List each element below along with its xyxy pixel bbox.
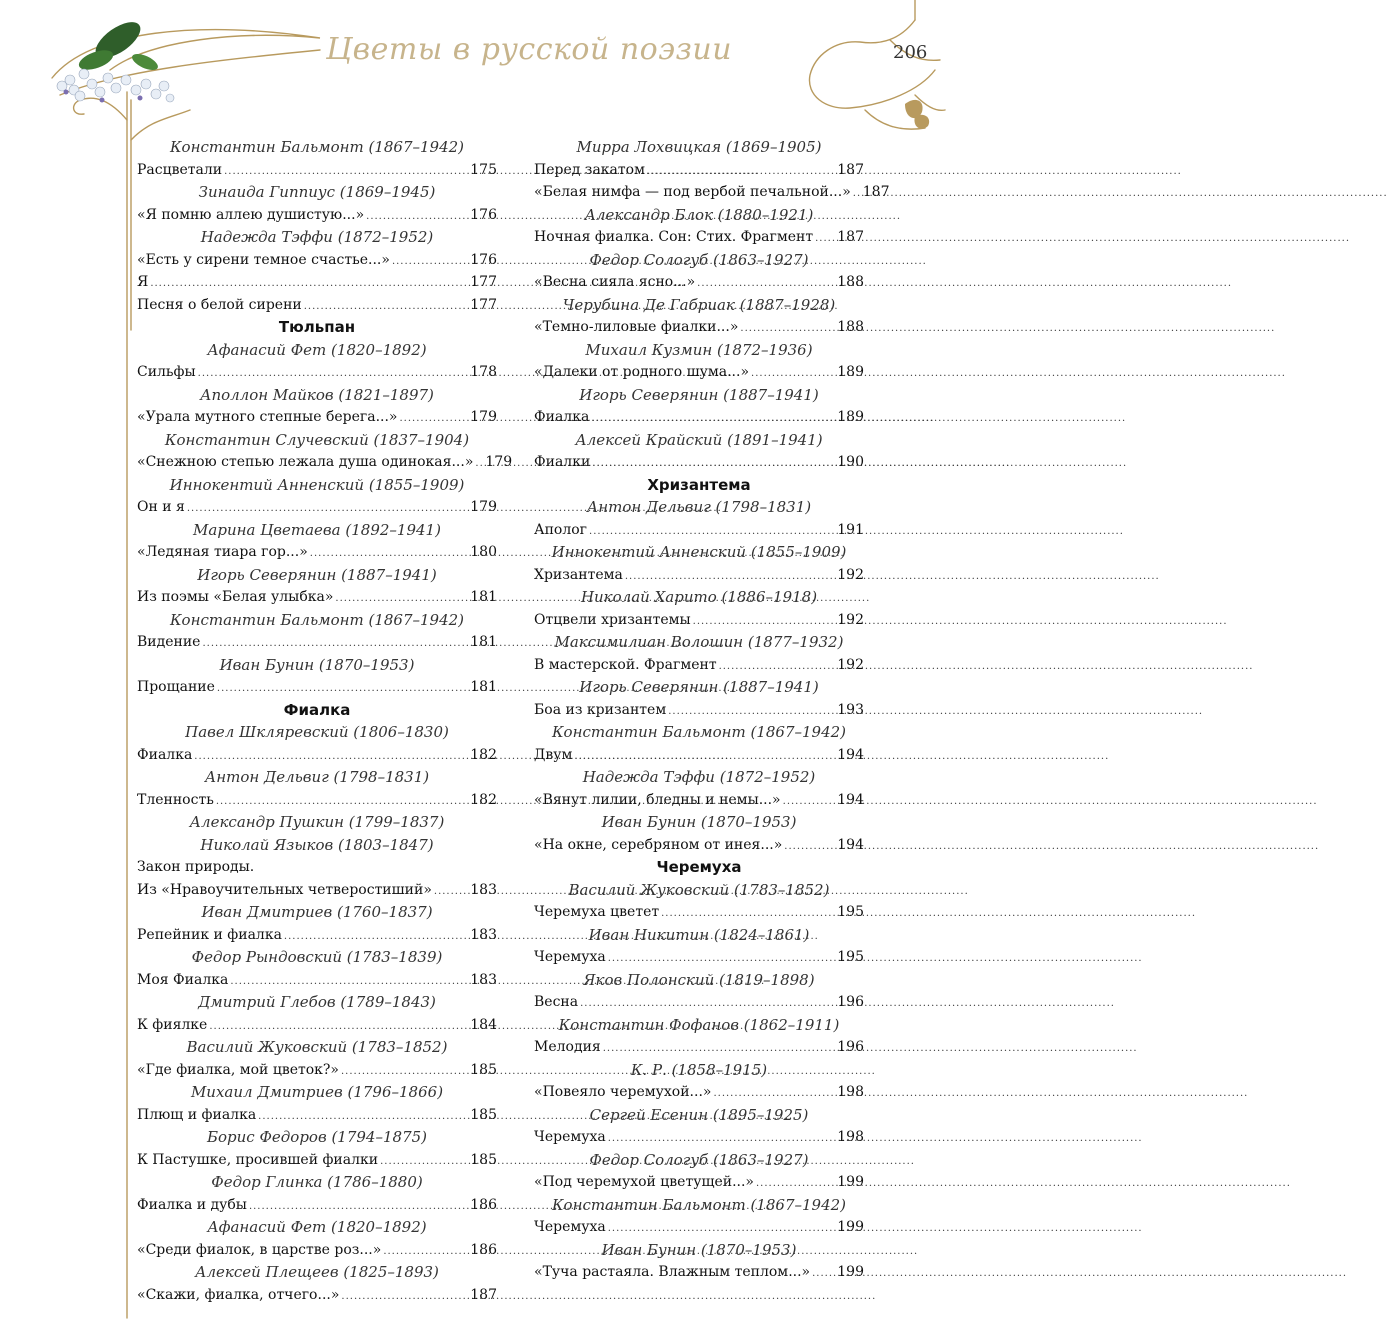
poem-title: «Туча растаяла. Влажным теплом...» (534, 1264, 811, 1280)
toc-entry (137, 1239, 497, 1262)
page-ref: 186 (470, 1241, 497, 1258)
page-ref: 179 (470, 409, 497, 425)
poem-title: «Вянут лилии, бледны и немы...» (534, 791, 781, 808)
toc-entry (137, 924, 497, 947)
dot-leader (284, 926, 468, 949)
page-ref: 199 (837, 1219, 864, 1235)
author-heading: Василий Жуковский (1783–1852) (568, 880, 830, 899)
dot-leader (209, 1016, 468, 1039)
toc-entry (534, 361, 864, 384)
poem-title: Двум (534, 746, 573, 763)
section-heading: Черемуха (656, 858, 742, 876)
dot-leader (258, 1106, 468, 1129)
page-ref: 192 (837, 656, 864, 673)
author-heading: Константин Фофанов (1862–1911) (558, 1015, 840, 1034)
page-ref: 181 (470, 589, 497, 605)
poem-title: Фиалка и дубы (137, 1196, 247, 1213)
author-heading: Сергей Есенин (1895–1925) (589, 1105, 809, 1124)
author-heading: Иван Бунин (1870–1953) (601, 813, 797, 831)
author-heading: Иннокентий Анненский (1855–1909) (551, 543, 847, 561)
poem-title: Ночная фиалка. Сон: Стих. Фрагмент (534, 229, 814, 245)
poem-title: Боа из кризантем (534, 701, 667, 718)
poem-title: Перед закатом (534, 161, 645, 178)
poem-title: Сильфы (137, 364, 196, 380)
poem-title: Мелодия (534, 1039, 601, 1055)
dot-leader (740, 318, 835, 341)
author-heading: К. Р. (1858–1915) (630, 1060, 768, 1079)
dot-leader (591, 408, 835, 431)
page-ref: 192 (837, 566, 864, 583)
dot-leader (719, 656, 836, 679)
page-ref: 196 (837, 1039, 864, 1055)
dot-leader (603, 1038, 836, 1061)
author-heading: Константин Бальмонт (1867–1942) (169, 610, 465, 629)
page-ref: 180 (470, 544, 497, 560)
dot-leader (434, 881, 468, 904)
dot-leader (608, 1128, 836, 1151)
author-heading: Алексей Плещеев (1825–1893) (195, 1263, 439, 1281)
author-heading: Иван Никитин (1824–1861) (588, 925, 810, 944)
dot-leader (194, 746, 468, 769)
toc-entry (534, 1261, 864, 1284)
poem-title: Отцвели хризантемы (534, 611, 691, 628)
poem-title: Расцветали (137, 161, 223, 178)
author-heading: Константин Бальмонт (1867–1942) (551, 723, 847, 741)
toc-entry (137, 249, 497, 272)
author-heading: Павел Шкляревский (1806–1830) (185, 723, 449, 741)
toc-entry (137, 496, 497, 519)
dot-leader (661, 903, 835, 926)
poem-title: Плющ и фиалка (137, 1106, 257, 1123)
page-ref: 194 (837, 791, 864, 808)
author-heading: Федор Сологуб (1863–1927) (589, 250, 809, 269)
author-heading: Иван Бунин (1870–1953) (601, 1240, 797, 1259)
toc-entry (137, 856, 497, 879)
page-ref: 182 (470, 791, 497, 808)
page-ref: 183 (470, 971, 497, 988)
toc-entry (137, 676, 497, 699)
toc-entry (137, 451, 513, 474)
page-ref: 189 (837, 409, 864, 425)
toc-entry (534, 834, 864, 857)
dot-leader (380, 1151, 468, 1174)
author-heading: Константин Бальмонт (1867–1942) (551, 1195, 847, 1214)
page-ref: 181 (470, 679, 497, 695)
poem-title: «Среди фиалок, в царстве роз...» (137, 1241, 382, 1258)
author-heading: Дмитрий Глебов (1789–1843) (198, 993, 436, 1011)
poem-title: Песня о белой сирени (137, 296, 302, 313)
dot-leader (475, 453, 483, 476)
toc-entry (137, 1014, 497, 1037)
poem-title: Моя Фиалка (137, 971, 229, 988)
section-heading: Фиалка (283, 700, 351, 719)
page-ref: 184 (470, 1016, 497, 1033)
page-ref: 186 (470, 1196, 497, 1213)
author-heading: Иннокентий Анненский (1855–1909) (169, 475, 465, 494)
toc-entry (137, 789, 497, 812)
poem-title: «Далеки от родного шума...» (534, 364, 750, 380)
page-ref: 179 (470, 499, 497, 515)
toc-entry (534, 519, 864, 542)
page-ref: 185 (470, 1151, 497, 1168)
poem-title: «Ледяная тиара гор...» (137, 544, 308, 560)
poem-title: Фиалки (534, 454, 591, 470)
author-heading: Надежда Тэффи (1872–1952) (200, 228, 434, 246)
page-ref: 191 (837, 521, 864, 538)
poem-title: «Белая нимфа — под вербой печальной...» (534, 184, 851, 200)
page-ref: 187 (837, 229, 864, 245)
dot-leader (400, 408, 469, 431)
toc-column-left (137, 136, 513, 1306)
poem-title: «Есть у сирени темное счастье...» (137, 251, 390, 268)
poem-title: В мастерской. Фрагмент (534, 656, 717, 673)
dot-leader (713, 1083, 835, 1106)
page-ref: 198 (837, 1129, 864, 1145)
toc-entry (534, 699, 864, 722)
poem-title: «Скажи, фиалка, отчего...» (137, 1286, 340, 1303)
dot-leader (589, 521, 835, 544)
poem-title: «На окне, серебряном от инея...» (534, 836, 783, 853)
toc-entry (534, 744, 864, 767)
author-heading: Михаил Кузмин (1872–1936) (585, 340, 813, 359)
section-heading: Хризантема (647, 475, 751, 494)
page-ref: 198 (837, 1084, 864, 1100)
page-ref: 187 (470, 1286, 497, 1303)
dot-leader (341, 1286, 468, 1309)
page-ref: 194 (837, 836, 864, 853)
toc-entry (137, 406, 497, 429)
dot-leader (693, 611, 836, 634)
author-heading: Константин Бальмонт (1867–1942) (169, 138, 465, 156)
dot-leader (608, 1218, 836, 1241)
toc-entry (137, 294, 497, 317)
dot-leader (608, 948, 836, 971)
author-heading: Алексей Крайский (1891–1941) (575, 430, 823, 449)
poem-title: Видение (137, 634, 201, 650)
dot-leader (217, 678, 468, 701)
author-heading: Афанасий Фет (1820–1892) (207, 1218, 427, 1236)
page-ref: 189 (837, 364, 864, 380)
toc-entry (137, 159, 497, 182)
page-ref: 199 (837, 1264, 864, 1280)
author-heading: Василий Жуковский (1783–1852) (186, 1038, 448, 1056)
dot-leader (249, 1196, 468, 1219)
page-number: 206 (893, 42, 928, 63)
poem-title: Аполог (534, 521, 588, 538)
page-ref: 194 (837, 746, 864, 763)
author-heading: Борис Федоров (1794–1875) (206, 1128, 428, 1146)
poem-title: К фиялке (137, 1016, 208, 1033)
toc-entry (137, 1194, 497, 1217)
poem-title: Черемуха цветет (534, 904, 660, 920)
page-ref: 185 (470, 1106, 497, 1123)
author-heading: Черубина Де Габриак (1887–1928) (562, 295, 836, 314)
page-ref: 179 (485, 454, 513, 470)
dot-leader (335, 588, 468, 611)
toc-entry (137, 631, 497, 654)
page-ref: 176 (470, 206, 497, 223)
toc-entry (534, 226, 864, 249)
page-ref: 183 (470, 926, 497, 943)
toc-entry (534, 316, 864, 339)
toc-entry (534, 451, 864, 474)
poem-title: «Где фиалка, мой цветок?» (137, 1061, 339, 1078)
page-ref: 187 (862, 184, 890, 200)
toc-entry (137, 1059, 497, 1082)
page-ref: 195 (837, 904, 864, 920)
poem-title: «Повеяло черемухой...» (534, 1084, 712, 1100)
toc-entry (534, 406, 864, 429)
toc-entry (137, 541, 497, 564)
page-ref: 187 (837, 161, 864, 178)
poem-title: Фиалка (534, 409, 590, 425)
section-heading: Тюльпан (278, 318, 356, 336)
dot-leader (304, 296, 469, 319)
poem-title: Прощание (137, 679, 215, 695)
toc-entry (137, 744, 497, 767)
poem-title: «Урала мутного степные берега...» (137, 409, 398, 425)
poem-title: Черемуха (534, 1219, 606, 1235)
poem-title: «Весна сияла ясно...» (534, 274, 696, 290)
page-ref: 176 (470, 251, 497, 268)
dot-leader (697, 273, 835, 296)
author-heading: Афанасий Фет (1820–1892) (207, 340, 427, 359)
toc-entry (534, 789, 864, 812)
toc-entry (534, 1216, 864, 1239)
dot-leader (230, 971, 468, 994)
dot-leader (392, 251, 468, 274)
dot-leader (853, 183, 861, 206)
toc-entry (534, 1036, 864, 1059)
page-ref: 182 (470, 746, 497, 763)
author-heading: Александр Блок (1880–1921) (584, 205, 814, 224)
poem-title: К Пастушке, просившей фиалки (137, 1151, 379, 1168)
poem-title: Из поэмы «Белая улыбка» (137, 589, 334, 605)
author-heading: Яков Полонский (1819–1898) (583, 970, 815, 989)
poem-title: Весна (534, 994, 579, 1010)
poem-title: «Темно-лиловые фиалки...» (534, 319, 739, 335)
toc-entry (534, 609, 864, 632)
author-heading: Антон Дельвиг (1798–1831) (586, 498, 812, 516)
toc-entry (534, 1171, 864, 1194)
page-ref: 199 (837, 1174, 864, 1190)
dot-leader (592, 453, 835, 476)
poem-title: «Снежною степью лежала душа одинокая...» (137, 454, 474, 470)
author-heading: Аполлон Майков (1821–1897) (200, 385, 434, 404)
page-ref: 193 (837, 701, 864, 718)
dot-leader (784, 836, 835, 859)
dot-leader (202, 633, 468, 656)
author-heading: Мирра Лохвицкая (1869–1905) (576, 138, 822, 156)
dot-leader (383, 1241, 468, 1264)
dot-leader (198, 363, 469, 386)
dot-leader (783, 791, 836, 814)
author-heading: Иван Бунин (1870–1953) (219, 655, 415, 674)
page-ref: 181 (470, 634, 497, 650)
dot-leader (216, 791, 468, 814)
dot-leader (815, 228, 835, 251)
author-heading: Антон Дельвиг (1798–1831) (204, 768, 430, 786)
toc-entry (137, 204, 497, 227)
toc-entry (137, 1284, 497, 1307)
toc-entry (534, 991, 864, 1014)
toc-entry (534, 181, 890, 204)
dot-leader (574, 746, 835, 769)
author-heading: Николай Харито (1886–1918) (580, 588, 818, 606)
toc-entry (137, 969, 497, 992)
author-heading: Федор Сологуб (1863–1927) (589, 1150, 809, 1169)
author-heading: Федор Глинка (1786–1880) (211, 1173, 423, 1191)
page-ref: 190 (837, 454, 864, 470)
page-ref: 185 (470, 1061, 497, 1078)
toc-entry (534, 271, 864, 294)
toc-entry (534, 1126, 864, 1149)
author-heading: Александр Пушкин (1799–1837) (189, 813, 445, 831)
page-ref: 192 (837, 611, 864, 628)
page-ref: 188 (837, 274, 864, 290)
dot-leader (580, 993, 835, 1016)
dot-leader (150, 273, 468, 296)
poem-title: Тленность (137, 791, 214, 808)
author-heading: Зинаида Гиппиус (1869–1945) (198, 183, 436, 201)
dot-leader (647, 161, 835, 184)
toc-entry (534, 946, 864, 969)
dot-leader (668, 701, 835, 724)
author-heading: Марина Цветаева (1892–1941) (193, 520, 441, 539)
toc-entry (534, 1081, 864, 1104)
dot-leader (310, 543, 468, 566)
page-ref: 188 (837, 319, 864, 335)
poem-title: Фиалка (137, 746, 193, 763)
page-ref: 177 (470, 274, 497, 290)
author-heading: Николай Языков (1803–1847) (200, 835, 434, 854)
dot-leader (187, 498, 468, 521)
author-heading: Максимилиан Волошин (1877–1932) (554, 633, 844, 651)
author-heading: Федор Рындовский (1783–1839) (191, 948, 443, 966)
poem-title: Закон природы. (137, 859, 255, 875)
dot-leader (625, 566, 835, 589)
poem-title: Репейник и фиалка (137, 926, 282, 943)
toc-entry (534, 159, 864, 182)
page-ref: 183 (470, 881, 497, 898)
poem-title: Хризантема (534, 566, 623, 583)
book-title-header: Цветы в русской поэзии (326, 32, 733, 67)
toc-entry (137, 879, 497, 902)
author-heading: Игорь Северянин (1887–1941) (197, 565, 437, 584)
dot-leader (751, 363, 835, 386)
page-ref: 195 (837, 949, 864, 965)
page-ref: 178 (470, 364, 497, 380)
toc-column-right (534, 136, 890, 1284)
toc-entry (137, 586, 497, 609)
poem-title: Я (137, 274, 149, 290)
author-heading: Константин Случевский (1837–1904) (164, 430, 470, 449)
dot-leader (366, 206, 468, 229)
dot-leader (812, 1263, 835, 1286)
page-ref: 196 (837, 994, 864, 1010)
poem-title: Черемуха (534, 1129, 606, 1145)
toc-entry (137, 271, 497, 294)
toc-entry (137, 361, 497, 384)
poem-title: «Под черемухой цветущей...» (534, 1174, 754, 1190)
author-heading: Надежда Тэффи (1872–1952) (582, 768, 816, 786)
toc-entry (534, 901, 864, 924)
poem-title: Черемуха (534, 949, 606, 965)
dot-leader (224, 161, 468, 184)
toc-entry (534, 564, 864, 587)
author-heading: Игорь Северянин (1887–1941) (579, 385, 819, 404)
poem-title: «Я помню аллею душистую...» (137, 206, 365, 223)
author-heading: Михаил Дмитриев (1796–1866) (190, 1083, 444, 1101)
poem-title: Из «Нравоучительных четверостиший» (137, 881, 432, 898)
page-ref: 175 (470, 161, 497, 178)
dot-leader (341, 1061, 468, 1084)
author-heading: Иван Дмитриев (1760–1837) (201, 903, 433, 921)
author-heading: Игорь Северянин (1887–1941) (579, 678, 819, 696)
toc-entry (137, 1149, 497, 1172)
page-ref: 177 (470, 296, 497, 313)
toc-entry (534, 654, 864, 677)
dot-leader (756, 1173, 835, 1196)
poem-title: Он и я (137, 499, 185, 515)
toc-entry (137, 1104, 497, 1127)
